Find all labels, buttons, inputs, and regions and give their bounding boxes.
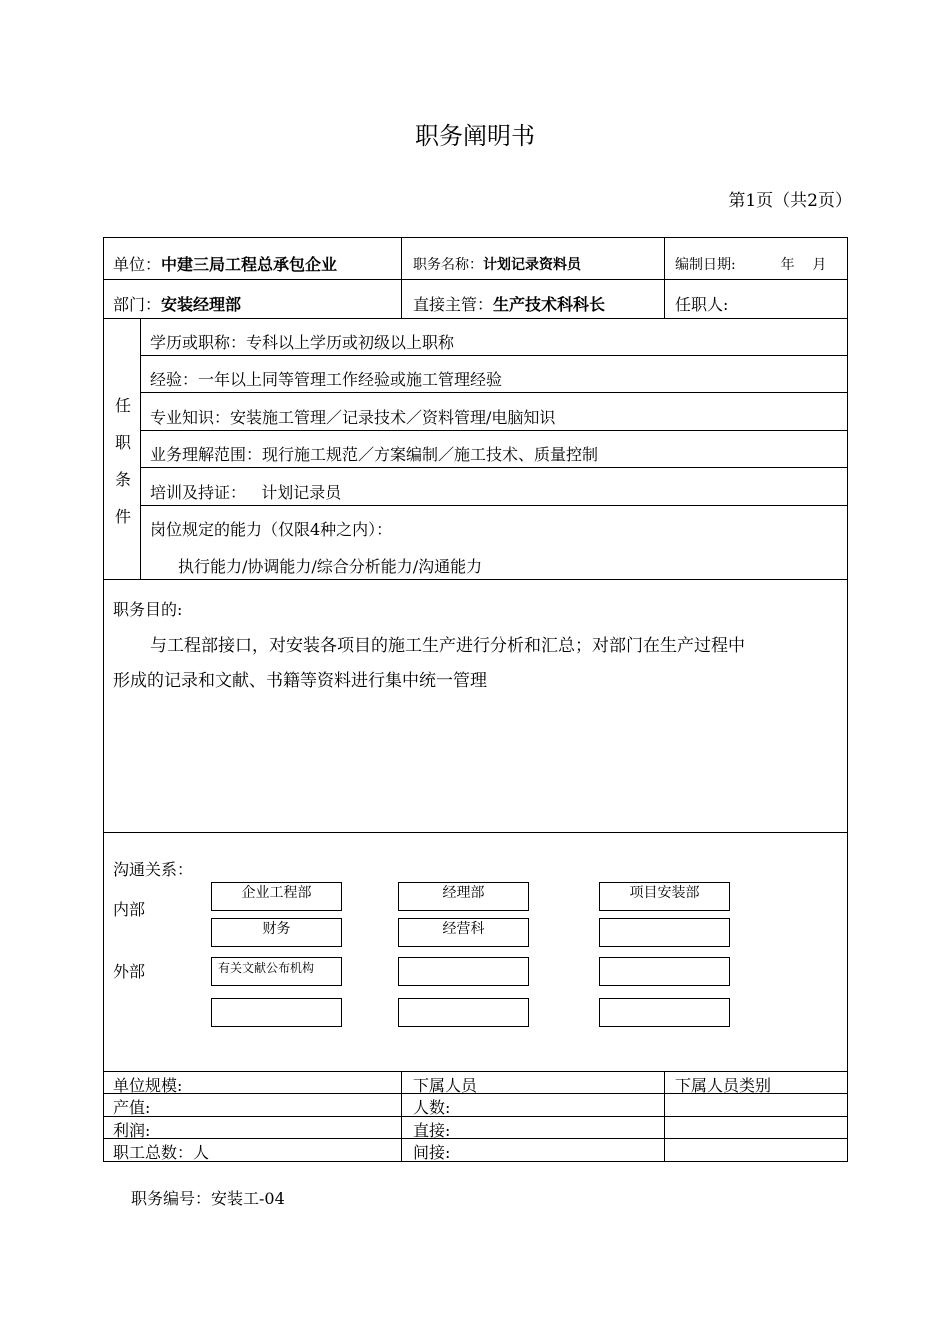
position-label: 职务名称： — [413, 257, 483, 273]
stats-cell: 人数: — [413, 1098, 451, 1117]
date-value: 年 月 — [780, 257, 827, 273]
document-title: 职务阐明书 — [415, 122, 535, 150]
dept-label: 部门： — [113, 295, 162, 314]
side-char: 件 — [114, 507, 131, 526]
contact-box: 财务 — [211, 918, 342, 947]
contact-box — [398, 998, 529, 1027]
communication-label: 沟通关系： — [113, 860, 194, 879]
training-requirement: 培训及持证： 计划记录员 — [150, 483, 342, 502]
date-field — [675, 254, 826, 274]
page-number: 第1页（共2页） — [728, 191, 852, 211]
side-char: 职 — [114, 433, 131, 452]
dept-value: 安装经理部 — [161, 295, 242, 314]
holder-label: 任职人: — [675, 295, 729, 314]
education-requirement: 学历或职称：专科以上学历或初级以上职称 — [150, 333, 455, 352]
supervisor-label: 直接主管： — [413, 295, 494, 314]
unit-label: 单位： — [113, 255, 162, 274]
purpose-line-2: 形成的记录和文献、书籍等资料进行集中统一管理 — [113, 671, 487, 691]
position-field — [413, 254, 581, 274]
job-code: 职务编号：安装工-04 — [131, 1189, 285, 1208]
supervisor-value: 生产技术科科长 — [493, 295, 606, 314]
experience-requirement: 经验：一年以上同等管理工作经验或施工管理经验 — [150, 370, 503, 389]
abilities-value: 执行能力/协调能力/综合分析能力/沟通能力 — [178, 557, 483, 576]
side-char: 条 — [114, 470, 131, 489]
qualifications-side-label — [113, 387, 133, 535]
contact-box — [599, 998, 730, 1027]
contact-box — [599, 957, 730, 986]
supervisor-field — [413, 292, 605, 315]
contact-box: 经理部 — [398, 882, 529, 911]
scope-requirement: 业务理解范围：现行施工规范／方案编制／施工技术、质量控制 — [150, 445, 599, 464]
stats-cell: 下属人员 — [413, 1076, 478, 1095]
side-char: 任 — [114, 396, 131, 415]
contact-box: 项目安装部 — [599, 882, 730, 911]
contact-box: 企业工程部 — [211, 882, 342, 911]
stats-cell: 下属人员类别 — [675, 1076, 772, 1095]
unit-value: 中建三局工程总承包企业 — [161, 255, 338, 274]
date-label: 编制日期: — [675, 257, 736, 273]
stats-cell: 直接: — [413, 1121, 451, 1140]
stats-cell: 单位规模: — [113, 1076, 183, 1095]
unit-field — [113, 252, 337, 275]
stats-cell: 间接: — [413, 1143, 451, 1162]
contact-box: 有关文献公布机构 — [211, 957, 342, 986]
stats-cell: 产值: — [113, 1098, 151, 1117]
stats-cell: 利润: — [113, 1121, 151, 1140]
contact-box — [211, 998, 342, 1027]
external-label: 外部 — [113, 962, 146, 981]
contact-box: 经营科 — [398, 918, 529, 947]
abilities-label: 岗位规定的能力（仅限4种之内）： — [150, 520, 393, 539]
knowledge-requirement: 专业知识：安装施工管理／记录技术／资料管理/电脑知识 — [150, 408, 556, 427]
position-value: 计划记录资料员 — [483, 257, 581, 273]
purpose-line-1: 与工程部接口，对安装各项目的施工生产进行分析和汇总；对部门在生产过程中 — [150, 636, 745, 656]
contact-box — [599, 918, 730, 947]
internal-label: 内部 — [113, 900, 146, 919]
dept-field — [113, 292, 241, 315]
purpose-label: 职务目的: — [113, 600, 183, 619]
contact-box — [398, 957, 529, 986]
job-description-table — [103, 237, 848, 1162]
stats-cell: 职工总数：人 — [113, 1143, 210, 1162]
